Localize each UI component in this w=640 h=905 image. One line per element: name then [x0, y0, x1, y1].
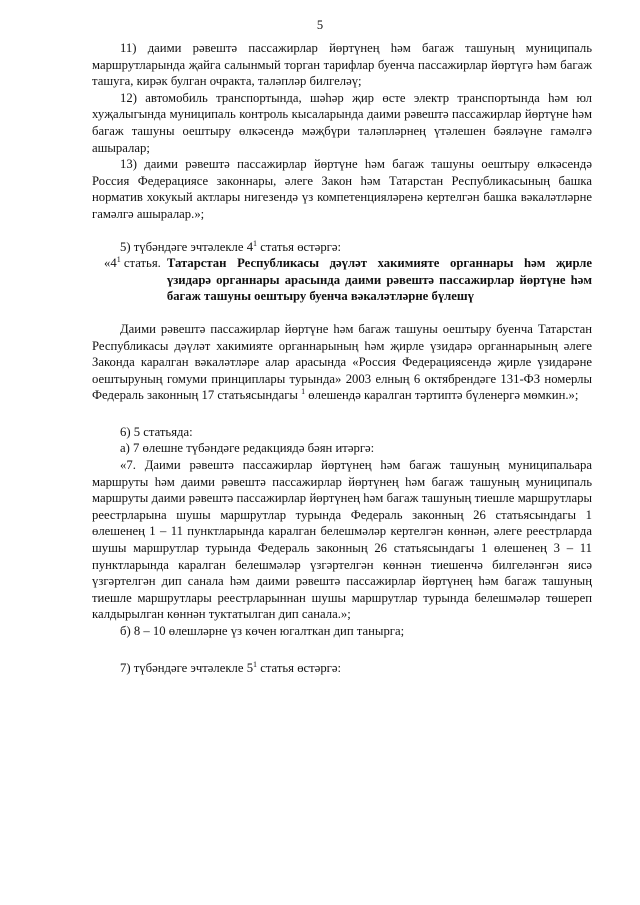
- paragraph-item-13: 13) даими рәвештә пассажирлар йөртүне һәм багаж ташуны оештыру өлкәсендә Россия Федерациясе законнары, әлеге Закон һәм Татарстан Республикасының башка норматив хокукый актлары нигезендә үз компетенцияләренә кертелгән башка вәкаләтләрне гамәлгә ашыралар.»;: [92, 157, 592, 221]
- page-number: 5: [316, 18, 324, 32]
- paragraph-point-5: 5) түбәндәге эчтәлекле $4^1$ статья өстәргә:: [120, 238, 342, 254]
- article-heading-title: Татарстан Республикасы дәүләт хакимияте органнары һәм җирле үзидарә органнары арасында даими рәвештә пассажирлар йөртүне һәм багаж ташуны оештыру буенча вәкаләтләрне бүлешү: [166, 256, 592, 304]
- paragraph-item-11: 11) даими рәвештә пассажирлар йөртүнең һәм багаж ташуның муниципаль маршрутларында җайга салынмый торган тарифлар буенча пассажирлар йөртүгә һәм багаж ташуга, кирәк булган очракта, таләпләр билгеләү;: [92, 41, 592, 89]
- paragraph-point-6b: б) 8 – 10 өлешләрне үз көчен югалткан дип танырга;: [120, 624, 405, 638]
- article-heading: [92, 255, 592, 305]
- paragraph-item-12: 12) автомобиль транспортында, шәһәр җир өсте электр транспортында һәм юл хуҗалыгында муниципаль контроль кысаларында даими рәвештә пассажирлар йөртүне һәм багаж ташуны оештыру өлкәсендә мәҗбүри таләпләрнең үтәлешен бәяләүне гамәлгә ашыралар;: [92, 90, 592, 155]
- paragraph-part-7-quote: «7. Даими рәвештә пассажирлар йөртүнең һәм багаж ташуның муниципальара маршруты һәм даими рәвештә пассажирлар йөртүнең һәм багаж ташуның муниципаль маршруты даими рәвештә пассажирлар йөртүнең һәм багаж ташуның тиешле маршрутлары реестрларына шушы маршрутлар турында Федераль законның 26 статьясындагы 1 өлешенең 1 – 11 пунктларында каралган белешмәләр кертелгән көннән, әлеге реестрларда шушы маршрутлар турында Федераль законның 26 статьясындагы 1 өлешенең 3 – 11 пунктларында каралган белешмәләр үзгәртелгән көннән тиешенчә билгеләнгән яисә үзгәртелгән дип санала һәм даими рәвештә пассажирлар йөртүнең һәм багаж ташуның тиешле маршрутлары реестрларыннан шушы маршрутлар турында белешмәләр төшереп калдырылган көннән туктатылган дип санала.»;: [92, 458, 592, 622]
- paragraph-point-6a: а) 7 өлешне түбәндәге редакциядә бәян итәргә:: [120, 441, 375, 456]
- article-4-1-text: Даими рәвештә пассажирлар йөртүне һәм багаж ташуны оештыру буенча Татарстан Республикасы дәүләт хакимияте органнарының һәм җирле үзидарә органнарының әлеге Законда каралган вәкаләтләре алар арасында «Россия Федерациясендә җирле үзидарәне оештыруның гомуми принциплары турында» 2003 елның 6 октябрендәге 131-ФЗ номерлы Федераль законның 17 статьясындагы $^1$ өлешендә каралган тәртиптә бүленергә мөмкин.»;: [92, 321, 592, 403]
- paragraph-point-7: 7) түбәндәге эчтәлекле $5^1$ статья өстәргә:: [120, 659, 342, 675]
- document-body: [92, 40, 592, 676]
- paragraph-point-6: 6) 5 статьяда:: [120, 424, 193, 439]
- article-heading-number: «$4^1$ статья.: [104, 255, 161, 271]
